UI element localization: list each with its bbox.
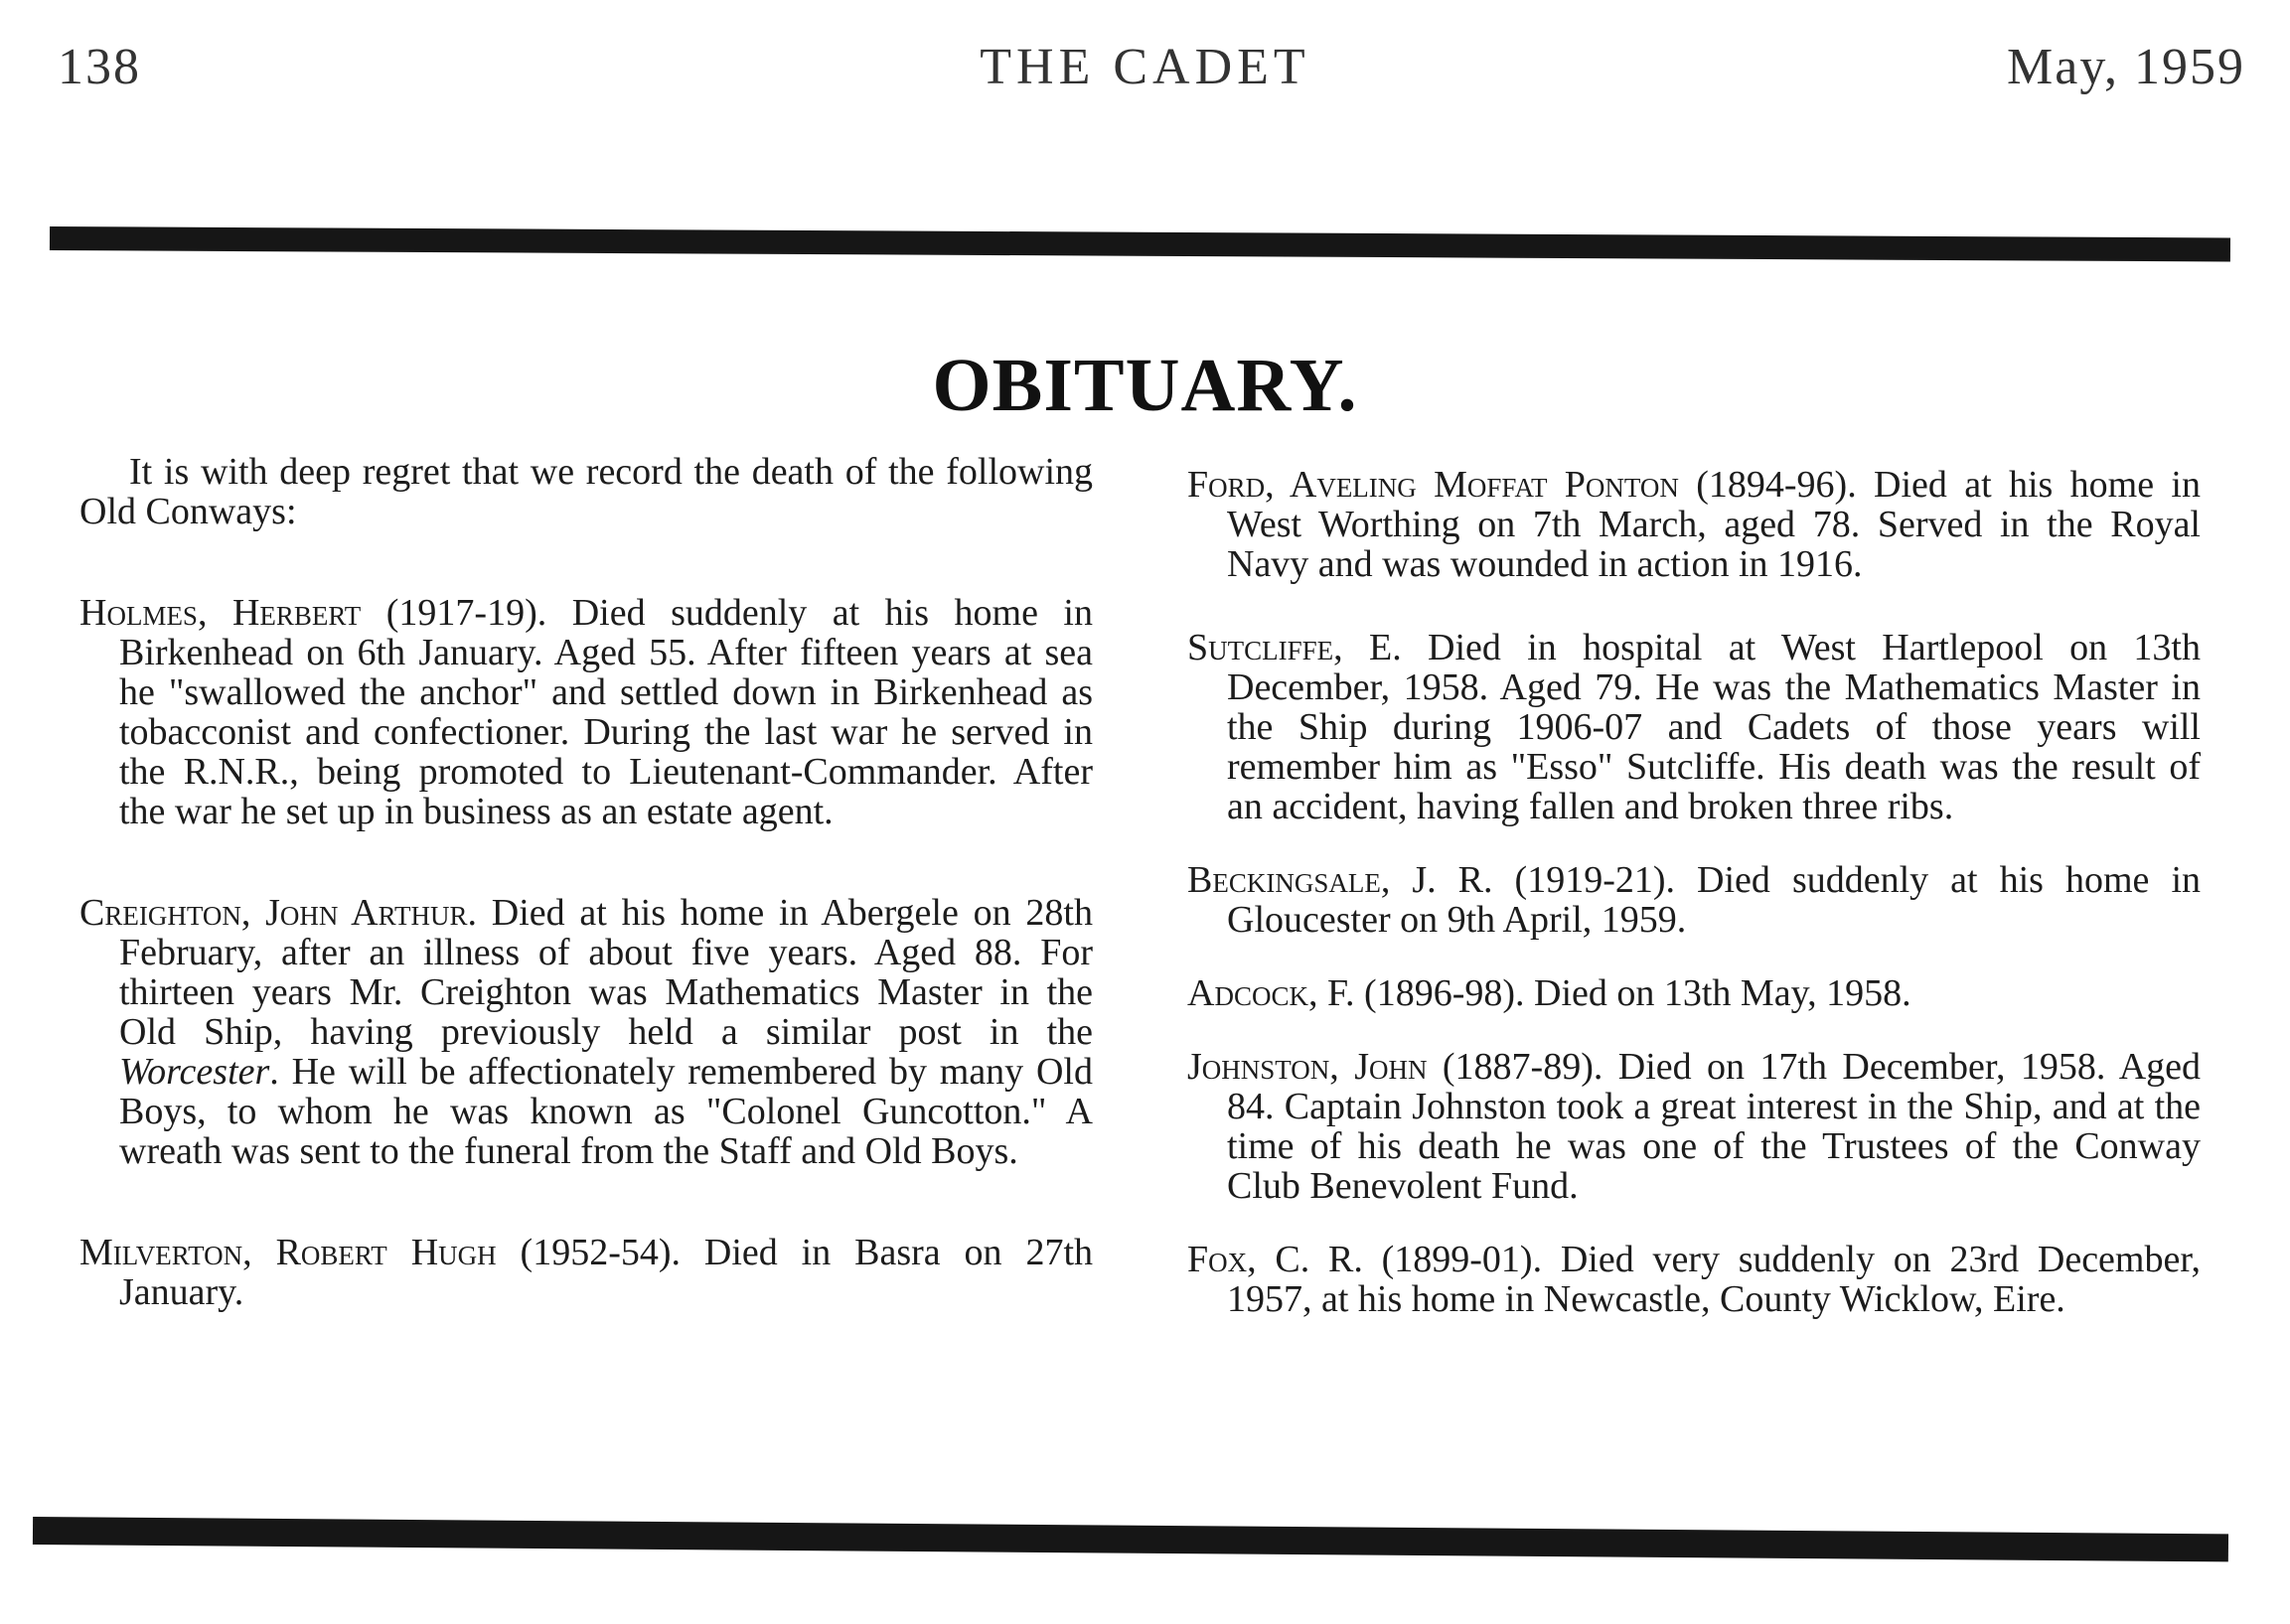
- entry-name: Adcock, F.: [1187, 972, 1355, 1014]
- entry-name: Ford, Aveling Moffat Ponton: [1187, 464, 1679, 506]
- entry-name: Sutcliffe, E.: [1187, 627, 1402, 668]
- obituary-entry-sutcliffe: [1187, 628, 2201, 826]
- obituary-entry-creighton: [79, 893, 1093, 1171]
- left-column: [79, 452, 1093, 1374]
- entry-name: Beckingsale, J. R.: [1187, 859, 1493, 901]
- obituary-entry-holmes: [79, 593, 1093, 831]
- entry-name: Johnston, John: [1187, 1046, 1428, 1088]
- obituary-entry-milverton: [79, 1233, 1093, 1312]
- entry-name: Holmes, Herbert: [79, 592, 362, 634]
- bottom-rule: [33, 1517, 2228, 1561]
- entry-text: (1952-54). Died in Basra on 27th January.: [119, 1232, 1093, 1313]
- obituary-title: OBITUARY.: [932, 344, 1358, 427]
- entry-text: Died in hospital at West Hartlepool on 13th December, 1958. Aged 79. He was the Mathematics Master in the Ship during 1906-07 and Cadets of those years will remember him as "Esso" Sutcliffe. His death was the result of an accident, having fallen and broken three ribs.: [1227, 627, 2201, 827]
- page-number: 138: [58, 39, 141, 95]
- entry-text: (1919-21). Died suddenly at his home in Gloucester on 9th April, 1959.: [1227, 859, 2202, 941]
- intro-paragraph: It is with deep regret that we record the death of the following Old Conways:: [79, 451, 1093, 532]
- obituary-entry-fox: [1187, 1240, 2201, 1319]
- entry-name: Fox, C. R.: [1187, 1239, 1363, 1280]
- obituary-entry-adcock: [1187, 973, 2201, 1013]
- entry-text: . He will be affectionately remembered by many Old Boys, to whom he was known as "Colonel Guncotton." A wreath was sent to the funeral from the Staff and Old Boys.: [119, 1051, 1093, 1172]
- obituary-entry-johnston: [1187, 1047, 2201, 1206]
- entry-name: Milverton, Robert Hugh: [79, 1232, 497, 1273]
- entry-text: (1887-89). Died on 17th December, 1958. Aged 84. Captain Johnston took a great interest in the Ship, and at the time of his death he was one of the Trustees of the Conway Club Benevolent Fund.: [1227, 1046, 2201, 1207]
- entry-text: (1894-96). Died at his home in West Worthing on 7th March, aged 78. Served in the Royal Navy and was wounded in action in 1916.: [1227, 464, 2201, 585]
- magazine-title: THE CADET: [980, 39, 1310, 95]
- issue-date: May, 1959: [2007, 39, 2245, 95]
- top-rule: [50, 226, 2230, 261]
- entry-text: (1917-19). Died suddenly at his home in Birkenhead on 6th January. Aged 55. After fifteen years at sea he "swallowed the anchor" and settled down in Birkenhead as tobacconist and confectioner. During the last war he served in the R.N.R., being promoted to Lieutenant-Commander. After the war he set up in business as an estate agent.: [119, 592, 1093, 832]
- entry-text: (1896-98). Died on 13th May, 1958.: [1354, 972, 1911, 1014]
- ship-name: Worcester: [119, 1051, 270, 1093]
- right-column: [1187, 465, 2201, 1363]
- obituary-entry-ford: [1187, 465, 2201, 584]
- entry-name: Creighton, John Arthur.: [79, 892, 477, 934]
- obituary-entry-beckingsale: [1187, 860, 2201, 940]
- entry-text: Died at his home in Abergele on 28th February, after an illness of about five years. Aged 88. For thirteen years Mr. Creighton was Mathematics Master in the Old Ship, having previously held a similar post in the: [119, 892, 1093, 1053]
- entry-text: (1899-01). Died very suddenly on 23rd December, 1957, at his home in Newcastle, County Wicklow, Eire.: [1227, 1239, 2201, 1320]
